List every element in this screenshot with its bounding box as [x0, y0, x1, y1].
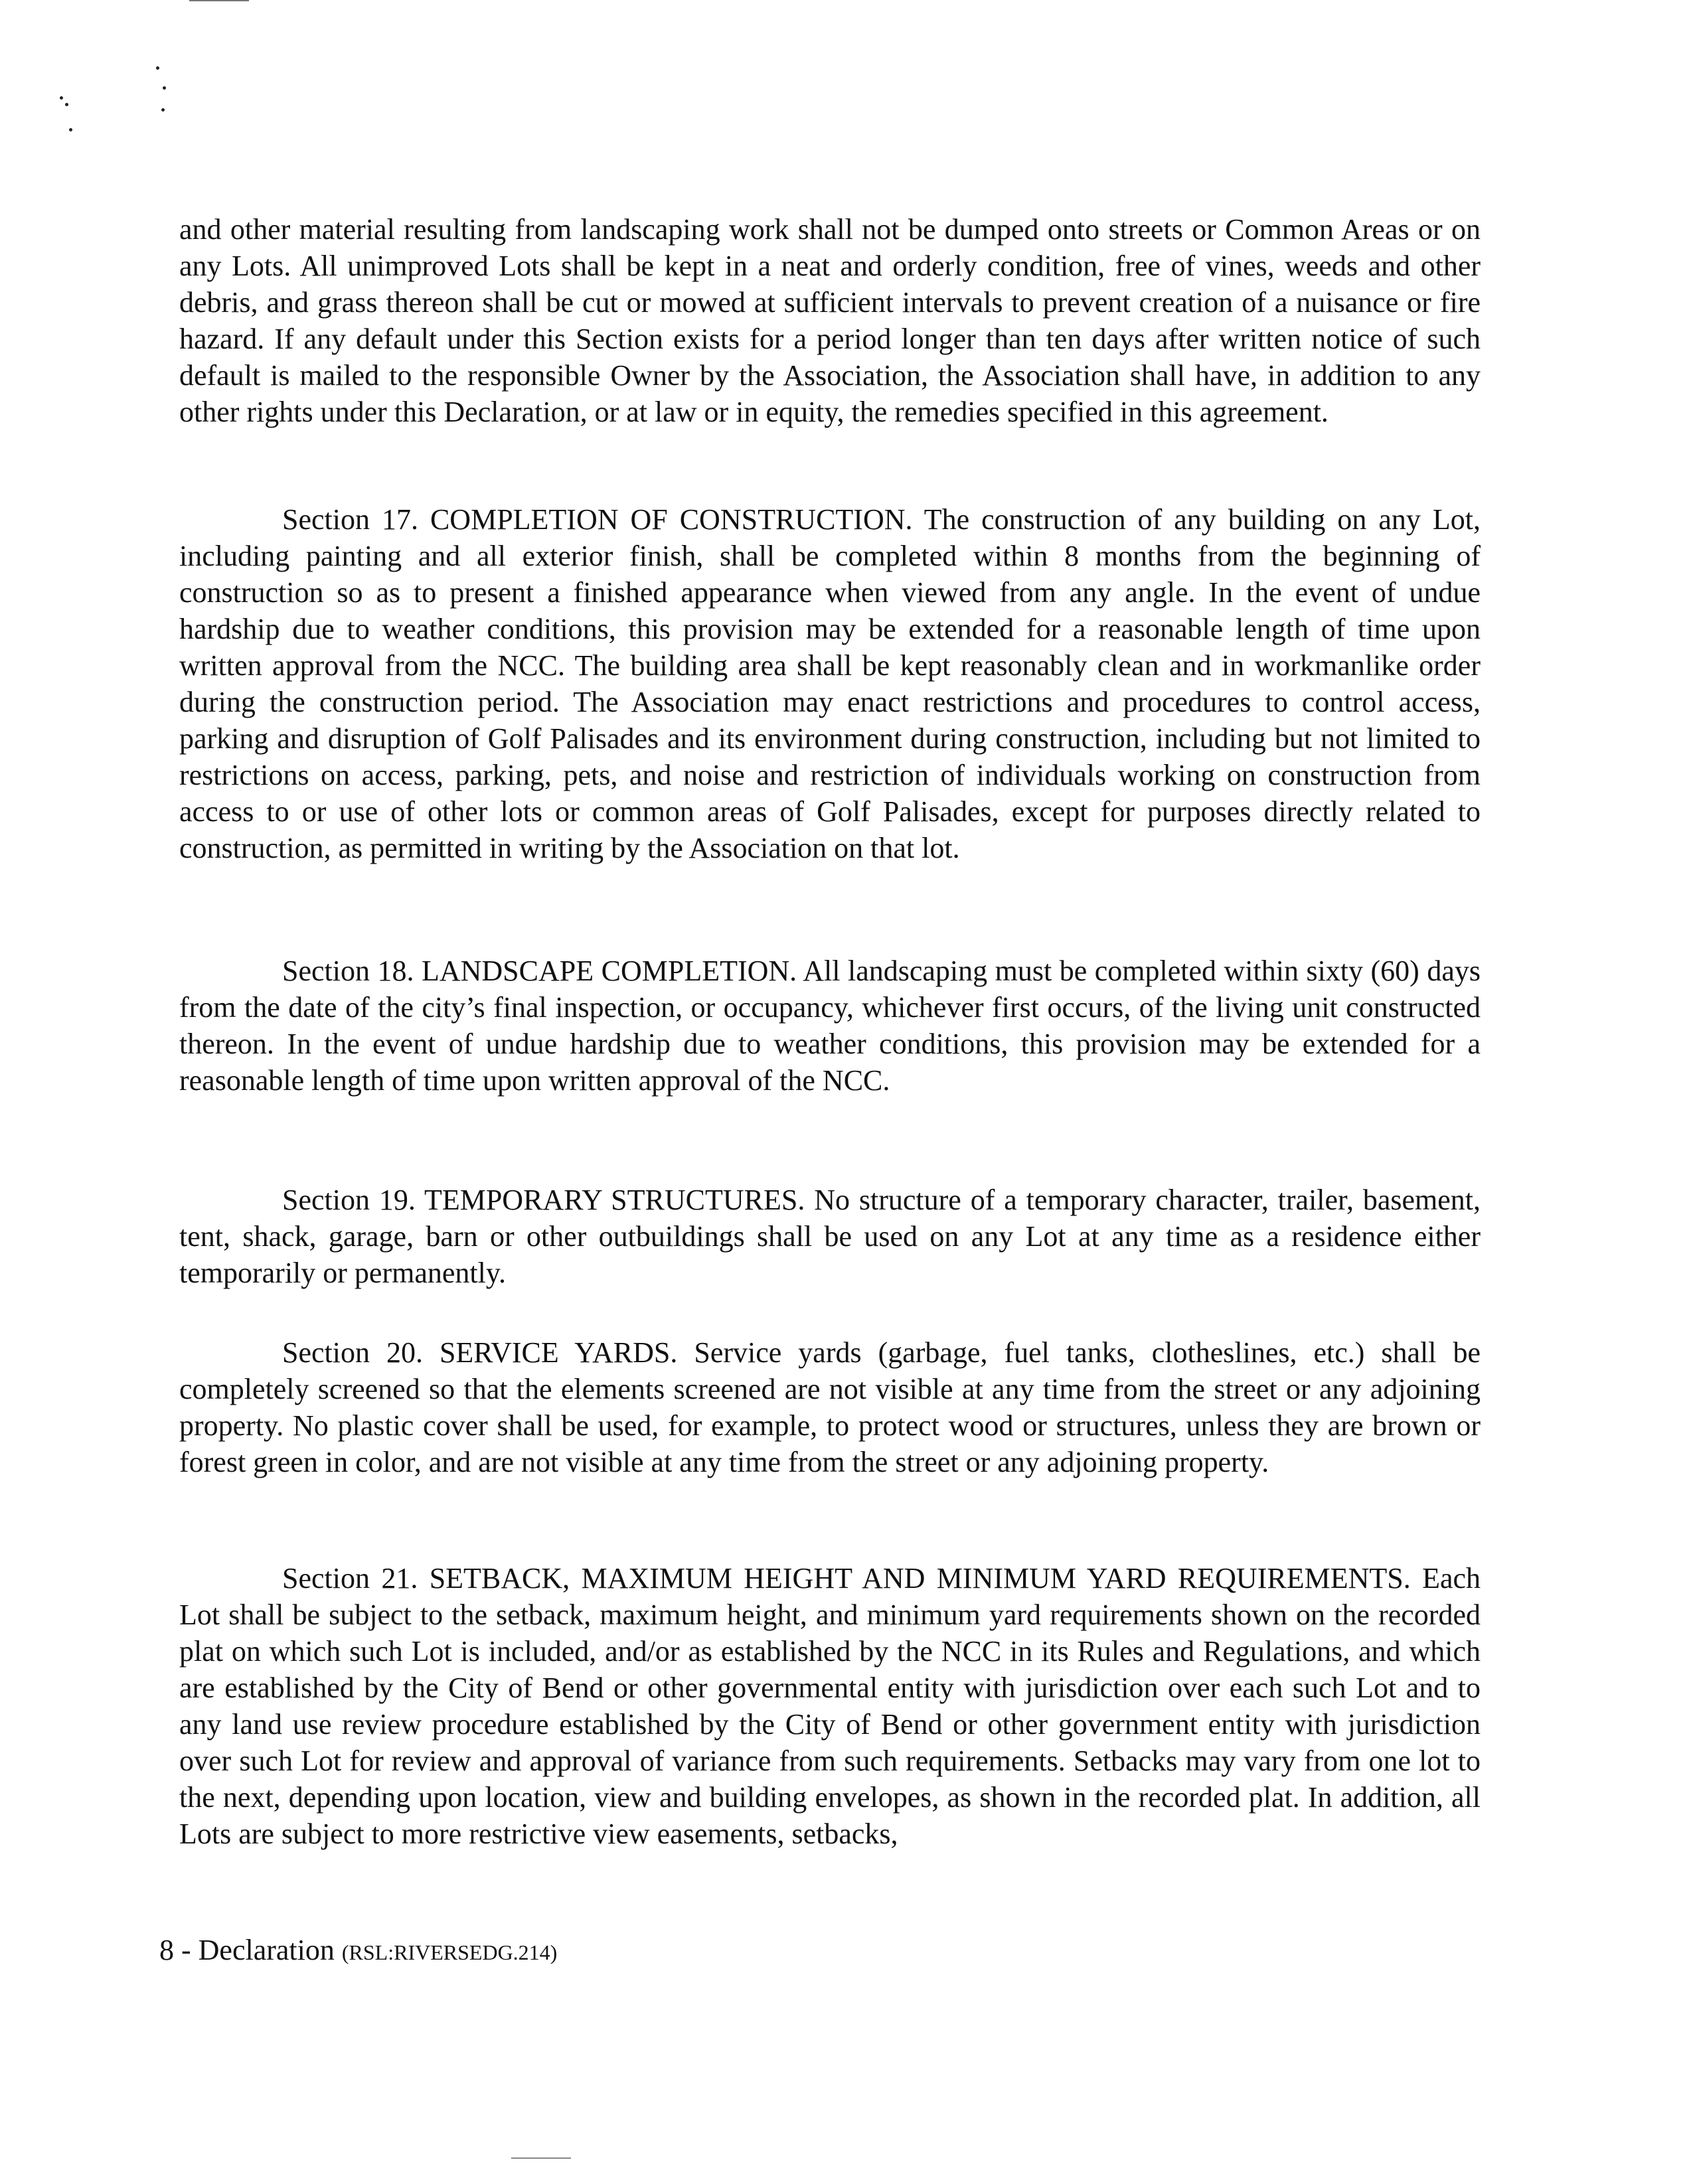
scan-dot	[69, 128, 72, 131]
paragraph-section-17: Section 17. COMPLETION OF CONSTRUCTION. The construction of any building on any Lot, including painting and all exterior finish, shall be completed within 8 months from the beginning of construction so as to present a finished appearance when viewed from any angle. In the event of undue hardship due to weather conditions, this provision may be extended for a reasonable length of time upon written approval from the NCC. The building area shall be kept reasonably clean and in workmanlike order during the construction period. The Association may enact restrictions and procedures to control access, parking and disruption of Golf Palisades and its environment during construction, including but not limited to restrictions on access, parking, pets, and noise and restriction of individuals working on construction from access to or use of other lots or common areas of Golf Palisades, except for purposes directly related to construction, as permitted in writing by the Association on that lot.	[179, 503, 1481, 864]
page-footer	[159, 1932, 557, 1971]
paragraph-section-19: Section 19. TEMPORARY STRUCTURES. No structure of a temporary character, trailer, basement, tent, shack, garage, barn or other outbuildings shall be used on any Lot at any time as a residence either temporarily or permanently.	[179, 1184, 1481, 1289]
scan-dot	[60, 96, 63, 100]
paragraph-section-21: Section 21. SETBACK, MAXIMUM HEIGHT AND MINIMUM YARD REQUIREMENTS. Each Lot shall be subject to the setback, maximum height, and minimum yard requirements shown on the recorded plat on which such Lot is included, and/or as established by the NCC in its Rules and Regulations, and which are established by the City of Bend or other governmental entity with jurisdiction over each such Lot and to any land use review procedure established by the City of Bend or other government entity with jurisdiction over such Lot for review and approval of variance from such requirements. Setbacks may vary from one lot to the next, depending upon location, view and building envelopes, as shown in the recorded plat. In addition, all Lots are subject to more restrictive view easements, setbacks,	[179, 1562, 1481, 1850]
paragraph-intro: and other material resulting from landscaping work shall not be dumped onto streets or Common Areas or on any Lots. All unimproved Lots shall be kept in a neat and orderly condition, free of vines, weeds and other debris, and grass thereon shall be cut or mowed at sufficient intervals to prevent creation of a nuisance or fire hazard. If any default under this Section exists for a period longer than ten days after written notice of such default is mailed to the responsible Owner by the Association, the Association shall have, in addition to any other rights under this Declaration, or at law or in equity, the remedies specified in this agreement.	[179, 213, 1481, 428]
scan-mark-top	[189, 0, 249, 1]
scan-dot	[65, 103, 68, 106]
scan-dot	[163, 86, 166, 90]
footer-reference: (RSL:RIVERSEDG.214)	[341, 1940, 558, 1964]
paragraph-section-20: Section 20. SERVICE YARDS. Service yards (garbage, fuel tanks, clotheslines, etc.) shall be completely screened so that the elements screened are not visible at any time from the street or any adjoining property. No plastic cover shall be used, for example, to protect wood or structures, unless they are brown or forest green in color, and are not visible at any time from the street or any adjoining property.	[179, 1336, 1481, 1478]
scan-dot	[161, 108, 165, 112]
paragraph-section-18: Section 18. LANDSCAPE COMPLETION. All landscaping must be completed within sixty (60) days from the date of the city’s final inspection, or occupancy, whichever first occurs, of the living unit constructed thereon. In the event of undue hardship due to weather conditions, this provision may be extended for a reasonable length of time upon written approval of the NCC.	[179, 955, 1481, 1097]
footer-label: 8 - Declaration	[159, 1934, 335, 1966]
scan-dot	[156, 66, 159, 70]
scan-mark-bottom	[511, 2157, 571, 2159]
